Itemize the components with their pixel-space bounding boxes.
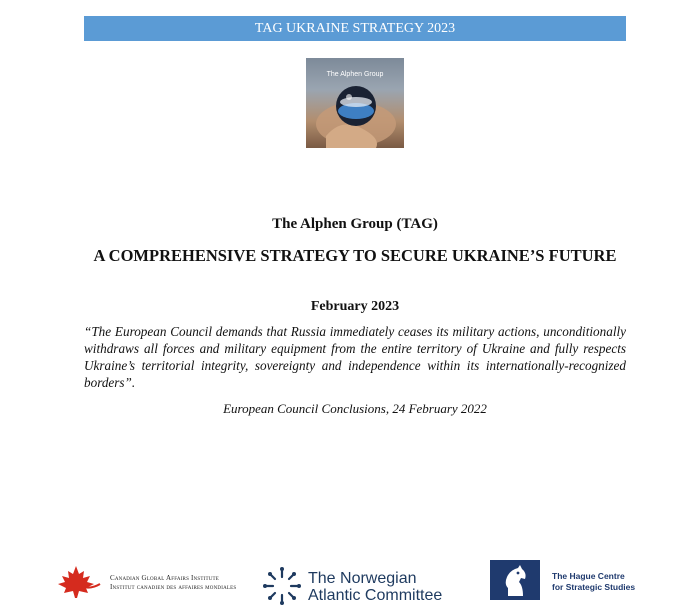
hcss-name-line1: The Hague Centre — [552, 571, 625, 581]
cover-image-caption: The Alphen Group — [326, 71, 384, 78]
cover-image — [306, 58, 404, 148]
nac-name-line2: Atlantic Committee — [308, 587, 443, 604]
hcss-name-line2: for Strategic Studies — [552, 582, 636, 592]
organization-title: The Alphen Group (TAG) — [272, 216, 438, 232]
knight-icon — [490, 560, 540, 600]
compass-burst-icon — [262, 566, 302, 606]
nac-name — [308, 570, 442, 604]
cgai-logo — [50, 556, 250, 600]
header-banner: TAG UKRAINE STRATEGY 2023 — [84, 16, 626, 41]
nac-name-line1: The Norwegian — [308, 570, 417, 587]
cgai-name — [110, 574, 236, 592]
hcss-logo — [490, 556, 670, 600]
epigraph-quote: “The European Council demands that Russia immediately ceases its military actions, unconditionally withdraws all forces and military equipment from the entire territory of Ukraine and fully respects Ukraine’s territorial integrity, sovereignty and independence within its internationally-recognized borders”. — [84, 324, 626, 390]
cgai-name-fr: Institut canadien des affaires mondiales — [110, 583, 237, 591]
nac-logo — [262, 556, 472, 604]
cgai-name-en: Canadian Global Affairs Institute — [110, 574, 220, 582]
hcss-name — [552, 571, 635, 593]
maple-leaf-icon — [50, 564, 102, 600]
document-date: February 2023 — [310, 299, 400, 314]
document-title: A COMPREHENSIVE STRATEGY TO SECURE UKRAINE’S FUTURE — [93, 246, 617, 265]
quote-source: European Council Conclusions, 24 February 2022 — [223, 401, 487, 416]
hcss-emblem — [490, 560, 540, 600]
